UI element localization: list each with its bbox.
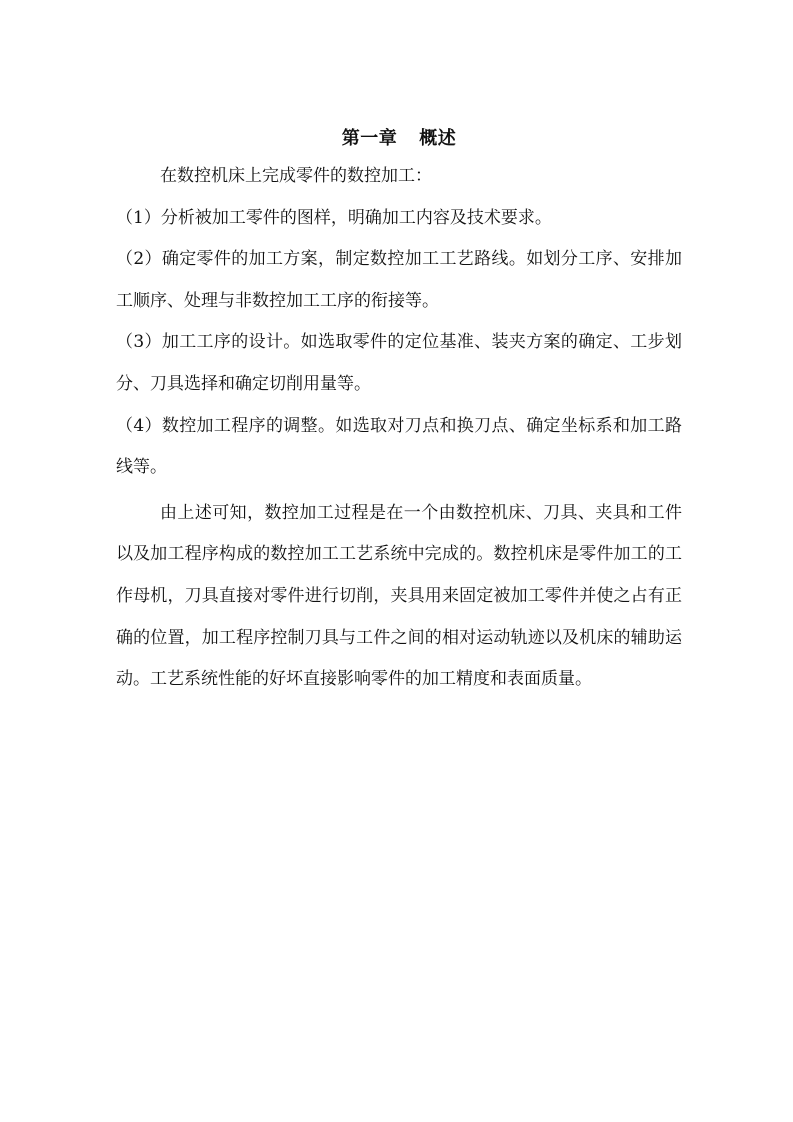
page-content: [116, 122, 682, 701]
list-item-3: （3）加工工序的设计。如选取零件的定位基准、装夹方案的确定、工步划分、刀具选择和确定切削用量等。: [116, 332, 682, 394]
summary-paragraph: 由上述可知，数控加工过程是在一个由数控机床、刀具、夹具和工件以及加工程序构成的数控加工工艺系统中完成的。数控机床是零件加工的工作母机，刀具直接对零件进行切削，夹具用来固定被加工零件并使之占有正确的位置，加工程序控制刀具与工件之间的相对运动轨迹以及机床的辅助运动。工艺系统性能的好坏直接影响零件的加工精度和表面质量。: [116, 502, 682, 690]
chapter-title: [116, 122, 682, 156]
chapter-name: 概述: [419, 128, 457, 149]
chapter-number: 第一章: [341, 128, 398, 149]
list-item-4: （4）数控加工程序的调整。如选取对刀点和换刀点、确定坐标系和加工路线等。: [116, 415, 682, 478]
list-item-2: （2）确定零件的加工方案，制定数控加工工艺路线。如划分工序、安排加工顺序、处理与非数控加工工序的衔接等。: [116, 249, 682, 311]
list-item-1: （1）分析被加工零件的图样，明确加工内容及技术要求。: [116, 207, 552, 228]
intro-paragraph: 在数控机床上完成零件的数控加工：: [160, 166, 432, 186]
